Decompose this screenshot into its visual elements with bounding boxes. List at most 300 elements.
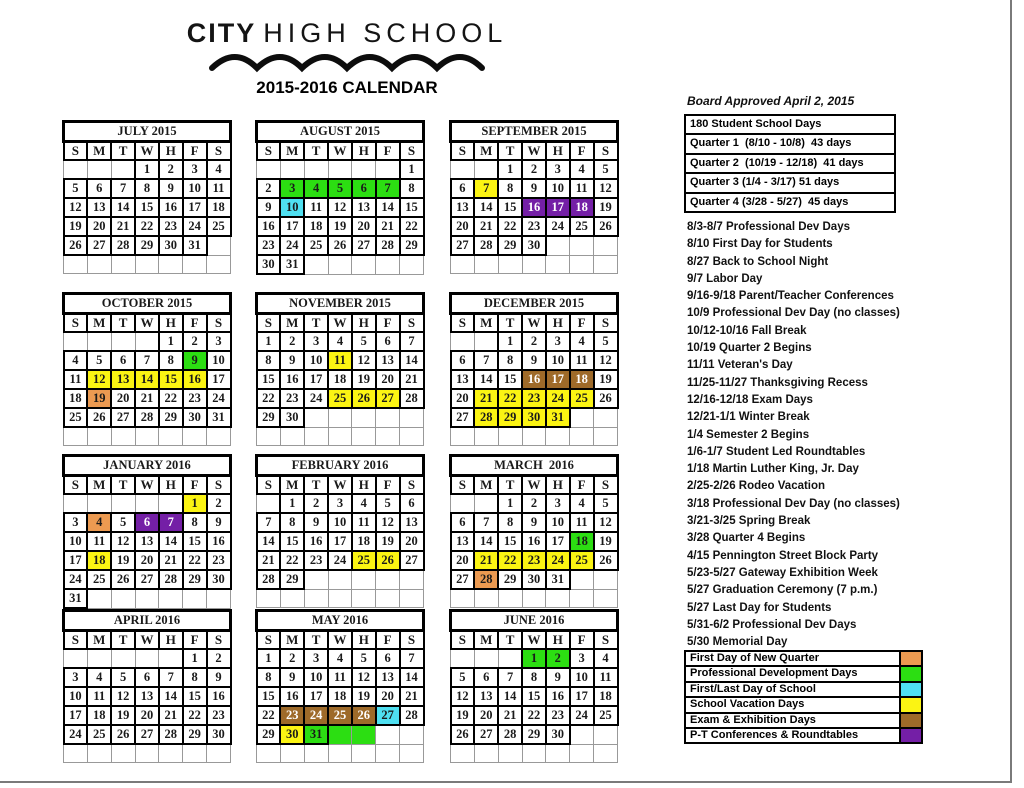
empty-cell: [352, 725, 376, 744]
day-header: W: [522, 476, 546, 495]
empty-cell: [376, 570, 400, 589]
empty-cell: [64, 649, 88, 668]
day-cell: 14: [400, 351, 424, 370]
day-cell: 29: [498, 408, 522, 427]
day-cell: 31: [280, 255, 304, 274]
day-cell: 10: [546, 513, 570, 532]
empty-cell: [257, 427, 281, 446]
day-cell: 8: [183, 668, 207, 687]
event-item: 9/16-9/18 Parent/Teacher Conferences: [687, 290, 894, 303]
day-cell: 15: [257, 687, 281, 706]
legend-item: [684, 727, 923, 744]
event-item: 3/28 Quarter 4 Begins: [687, 532, 806, 545]
day-cell: 7: [111, 179, 135, 198]
day-cell: 7: [498, 668, 522, 687]
empty-cell: [87, 427, 111, 446]
day-cell: 19: [111, 706, 135, 725]
empty-cell: [474, 427, 498, 446]
logo-city-text: CITY: [186, 18, 257, 48]
day-header: T: [498, 476, 522, 495]
day-cell: 25: [87, 725, 111, 744]
day-header: T: [111, 476, 135, 495]
day-cell: 8: [498, 513, 522, 532]
event-item: 8/27 Back to School Night: [687, 255, 829, 268]
day-cell: 28: [376, 236, 400, 255]
day-cell: 25: [304, 236, 328, 255]
empty-cell: [328, 570, 352, 589]
day-cell: 23: [207, 551, 231, 570]
event-item: 5/23-5/27 Gateway Exhibition Week: [687, 566, 878, 579]
day-cell: 4: [352, 494, 376, 513]
day-header: F: [376, 142, 400, 161]
day-cell: 6: [111, 351, 135, 370]
day-cell: 30: [522, 236, 546, 255]
day-cell: 2: [522, 494, 546, 513]
day-cell: 13: [135, 532, 159, 551]
day-cell: 16: [522, 198, 546, 217]
day-header: T: [304, 476, 328, 495]
day-cell: 20: [352, 217, 376, 236]
empty-cell: [159, 427, 183, 446]
day-cell: 2: [207, 494, 231, 513]
day-cell: 7: [159, 668, 183, 687]
day-header: S: [64, 142, 88, 161]
empty-cell: [304, 255, 328, 274]
day-cell: 30: [522, 408, 546, 427]
empty-cell: [352, 427, 376, 446]
day-header: W: [328, 631, 352, 650]
event-item: 1/6-1/7 Student Led Roundtables: [687, 445, 866, 458]
day-cell: 18: [570, 370, 594, 389]
day-header: H: [159, 631, 183, 650]
empty-cell: [522, 589, 546, 608]
day-cell: 4: [570, 160, 594, 179]
empty-cell: [352, 744, 376, 763]
month-january-2016: [62, 454, 232, 609]
day-header: W: [328, 314, 352, 333]
empty-cell: [352, 255, 376, 274]
day-cell: 12: [87, 370, 111, 389]
day-cell: 12: [451, 687, 475, 706]
empty-cell: [207, 236, 231, 255]
day-cell: 12: [594, 351, 618, 370]
day-header: M: [474, 631, 498, 650]
day-cell: 12: [352, 351, 376, 370]
event-item: 5/30 Memorial Day: [687, 636, 788, 649]
day-cell: 27: [474, 725, 498, 744]
day-cell: 2: [280, 649, 304, 668]
day-cell: 17: [280, 217, 304, 236]
day-cell: 1: [498, 494, 522, 513]
day-cell: 18: [328, 687, 352, 706]
day-cell: 3: [328, 494, 352, 513]
day-header: T: [498, 314, 522, 333]
day-cell: 10: [280, 198, 304, 217]
day-cell: 28: [257, 570, 281, 589]
empty-cell: [400, 427, 424, 446]
day-cell: 20: [111, 389, 135, 408]
school-logo: [62, 18, 632, 49]
day-cell: 11: [328, 668, 352, 687]
day-cell: 7: [257, 513, 281, 532]
day-cell: 14: [376, 198, 400, 217]
empty-cell: [257, 589, 281, 608]
day-cell: 7: [400, 332, 424, 351]
day-header: S: [594, 142, 618, 161]
day-header: F: [376, 631, 400, 650]
day-cell: 21: [159, 706, 183, 725]
day-header: H: [159, 476, 183, 495]
day-cell: 5: [594, 160, 618, 179]
day-cell: 28: [498, 725, 522, 744]
day-cell: 21: [498, 706, 522, 725]
day-cell: 8: [135, 179, 159, 198]
day-cell: 31: [207, 408, 231, 427]
empty-cell: [352, 408, 376, 427]
day-cell: 22: [400, 217, 424, 236]
empty-cell: [376, 160, 400, 179]
empty-cell: [111, 160, 135, 179]
day-cell: 11: [304, 198, 328, 217]
day-cell: 18: [304, 217, 328, 236]
day-header: S: [451, 142, 475, 161]
day-header: W: [328, 142, 352, 161]
empty-cell: [546, 744, 570, 763]
day-cell: 25: [570, 389, 594, 408]
day-cell: 29: [498, 236, 522, 255]
empty-cell: [376, 408, 400, 427]
empty-cell: [207, 589, 231, 608]
day-cell: 27: [400, 551, 424, 570]
day-cell: 16: [546, 687, 570, 706]
day-cell: 10: [304, 668, 328, 687]
day-cell: 19: [328, 217, 352, 236]
day-cell: 12: [594, 513, 618, 532]
day-cell: 14: [474, 198, 498, 217]
color-legend: [684, 652, 923, 744]
empty-cell: [522, 744, 546, 763]
day-header: T: [304, 314, 328, 333]
day-cell: 27: [135, 725, 159, 744]
empty-cell: [570, 408, 594, 427]
event-item: 10/19 Quarter 2 Begins: [687, 342, 812, 355]
empty-cell: [87, 649, 111, 668]
day-cell: 22: [522, 706, 546, 725]
legend-label: Exam & Exhibition Days: [684, 712, 901, 729]
day-cell: 28: [111, 236, 135, 255]
day-cell: 28: [474, 236, 498, 255]
day-header: S: [207, 314, 231, 333]
empty-cell: [522, 427, 546, 446]
day-cell: 3: [546, 494, 570, 513]
month-title: AUGUST 2015: [257, 122, 424, 142]
day-header: S: [207, 631, 231, 650]
day-cell: 1: [522, 649, 546, 668]
empty-cell: [135, 255, 159, 274]
empty-cell: [304, 589, 328, 608]
day-cell: 4: [304, 179, 328, 198]
day-cell: 16: [522, 532, 546, 551]
day-header: M: [280, 314, 304, 333]
day-cell: 24: [546, 217, 570, 236]
day-cell: 21: [159, 551, 183, 570]
day-cell: 15: [498, 370, 522, 389]
day-cell: 9: [522, 513, 546, 532]
day-cell: 16: [159, 198, 183, 217]
day-cell: 9: [207, 668, 231, 687]
day-cell: 27: [111, 408, 135, 427]
day-cell: 12: [594, 179, 618, 198]
empty-cell: [64, 160, 88, 179]
day-cell: 15: [498, 532, 522, 551]
empty-cell: [183, 744, 207, 763]
day-cell: 17: [328, 532, 352, 551]
day-cell: 14: [257, 532, 281, 551]
day-cell: 13: [352, 198, 376, 217]
month-february-2016: [255, 454, 425, 608]
day-cell: 5: [352, 649, 376, 668]
day-cell: 16: [280, 687, 304, 706]
day-cell: 27: [135, 570, 159, 589]
empty-cell: [111, 649, 135, 668]
day-cell: 25: [352, 551, 376, 570]
day-cell: 26: [111, 725, 135, 744]
day-cell: 31: [546, 408, 570, 427]
empty-cell: [451, 255, 475, 274]
day-cell: 22: [498, 389, 522, 408]
day-header: M: [474, 314, 498, 333]
empty-cell: [474, 744, 498, 763]
month-title: JULY 2015: [64, 122, 231, 142]
empty-cell: [328, 408, 352, 427]
empty-cell: [135, 744, 159, 763]
day-cell: 18: [207, 198, 231, 217]
empty-cell: [376, 255, 400, 274]
day-cell: 20: [376, 687, 400, 706]
legend-label: Professional Development Days: [684, 665, 901, 682]
event-item: 10/12-10/16 Fall Break: [687, 324, 807, 337]
day-cell: 2: [546, 649, 570, 668]
day-header: H: [352, 631, 376, 650]
day-cell: 1: [135, 160, 159, 179]
day-cell: 28: [135, 408, 159, 427]
day-cell: 2: [159, 160, 183, 179]
day-cell: 20: [376, 370, 400, 389]
empty-cell: [183, 255, 207, 274]
event-item: 12/21-1/1 Winter Break: [687, 411, 810, 424]
day-cell: 31: [304, 725, 328, 744]
day-cell: 24: [546, 389, 570, 408]
day-cell: 18: [570, 198, 594, 217]
day-cell: 17: [183, 198, 207, 217]
key-dates-list: [687, 219, 1012, 651]
legend-label: First/Last Day of School: [684, 681, 901, 698]
empty-cell: [87, 744, 111, 763]
empty-cell: [570, 589, 594, 608]
page-title: 2015-2016 CALENDAR: [256, 78, 438, 97]
day-header: M: [280, 142, 304, 161]
empty-cell: [400, 255, 424, 274]
empty-cell: [570, 255, 594, 274]
day-cell: 23: [257, 236, 281, 255]
empty-cell: [451, 332, 475, 351]
empty-cell: [594, 427, 618, 446]
empty-cell: [546, 427, 570, 446]
event-item: 1/4 Semester 2 Begins: [687, 428, 810, 441]
day-cell: 20: [135, 551, 159, 570]
empty-cell: [111, 494, 135, 513]
day-cell: 21: [135, 389, 159, 408]
day-header: S: [594, 314, 618, 333]
day-header: T: [498, 142, 522, 161]
empty-cell: [207, 744, 231, 763]
empty-cell: [280, 427, 304, 446]
day-header: F: [183, 314, 207, 333]
day-cell: 17: [546, 532, 570, 551]
empty-cell: [400, 589, 424, 608]
day-cell: 29: [257, 725, 281, 744]
day-cell: 21: [474, 551, 498, 570]
day-header: T: [111, 314, 135, 333]
event-item: 11/25-11/27 Thanksgiving Recess: [687, 376, 868, 389]
day-cell: 20: [451, 389, 475, 408]
event-item: 9/7 Labor Day: [687, 272, 763, 285]
day-cell: 4: [87, 668, 111, 687]
empty-cell: [400, 570, 424, 589]
day-cell: 24: [328, 551, 352, 570]
event-item: 8/3-8/7 Professional Dev Days: [687, 221, 850, 233]
board-approved-note: Board Approved April 2, 2015: [687, 94, 855, 108]
day-cell: 26: [594, 217, 618, 236]
empty-cell: [570, 427, 594, 446]
month-march-2016: [449, 454, 619, 608]
day-cell: 9: [183, 351, 207, 370]
purple-swatch: [899, 727, 923, 744]
day-cell: 30: [280, 408, 304, 427]
day-cell: 24: [546, 551, 570, 570]
empty-cell: [400, 725, 424, 744]
day-header: S: [451, 476, 475, 495]
day-cell: 5: [594, 332, 618, 351]
empty-cell: [594, 408, 618, 427]
day-cell: 19: [594, 198, 618, 217]
event-item: 3/21-3/25 Spring Break: [687, 515, 811, 528]
empty-cell: [376, 589, 400, 608]
empty-cell: [280, 589, 304, 608]
day-cell: 26: [594, 551, 618, 570]
day-cell: 2: [183, 332, 207, 351]
day-header: S: [400, 631, 424, 650]
event-item: 4/15 Pennington Street Block Party: [687, 549, 879, 562]
day-cell: 19: [64, 217, 88, 236]
day-cell: 27: [376, 706, 400, 725]
empty-cell: [328, 427, 352, 446]
day-cell: 23: [159, 217, 183, 236]
day-cell: 30: [159, 236, 183, 255]
day-cell: 24: [64, 725, 88, 744]
day-cell: 26: [111, 570, 135, 589]
day-cell: 19: [111, 551, 135, 570]
day-cell: 13: [111, 370, 135, 389]
empty-cell: [474, 255, 498, 274]
day-cell: 15: [183, 532, 207, 551]
day-cell: 9: [280, 668, 304, 687]
day-cell: 22: [498, 551, 522, 570]
day-cell: 16: [207, 687, 231, 706]
legend-label: P-T Conferences & Roundtables: [684, 727, 901, 744]
day-cell: 15: [183, 687, 207, 706]
day-cell: 15: [522, 687, 546, 706]
day-cell: 17: [64, 551, 88, 570]
month-may-2016: [255, 609, 425, 763]
empty-cell: [207, 255, 231, 274]
empty-cell: [570, 236, 594, 255]
day-cell: 6: [451, 351, 475, 370]
quarter-summary-row: Quarter 3 (1/4 - 3/17) 51 days: [684, 172, 896, 193]
day-cell: 9: [159, 179, 183, 198]
day-header: F: [376, 314, 400, 333]
day-header: S: [207, 142, 231, 161]
day-cell: 11: [207, 179, 231, 198]
day-header: T: [304, 631, 328, 650]
day-cell: 3: [570, 649, 594, 668]
day-cell: 28: [474, 570, 498, 589]
empty-cell: [111, 427, 135, 446]
empty-cell: [594, 744, 618, 763]
day-cell: 29: [257, 408, 281, 427]
empty-cell: [546, 589, 570, 608]
day-cell: 21: [400, 687, 424, 706]
day-cell: 9: [257, 198, 281, 217]
day-cell: 8: [498, 179, 522, 198]
day-cell: 26: [352, 389, 376, 408]
empty-cell: [64, 332, 88, 351]
day-header: F: [183, 631, 207, 650]
empty-cell: [159, 649, 183, 668]
day-cell: 23: [280, 706, 304, 725]
day-cell: 9: [207, 513, 231, 532]
day-header: W: [135, 142, 159, 161]
day-cell: 25: [64, 408, 88, 427]
day-cell: 14: [474, 370, 498, 389]
empty-cell: [328, 744, 352, 763]
day-cell: 11: [594, 668, 618, 687]
day-cell: 27: [451, 408, 475, 427]
day-cell: 27: [451, 236, 475, 255]
day-cell: 12: [328, 198, 352, 217]
empty-cell: [64, 494, 88, 513]
day-cell: 20: [474, 706, 498, 725]
month-august-2015: [255, 120, 425, 275]
day-cell: 16: [183, 370, 207, 389]
day-cell: 3: [64, 668, 88, 687]
day-cell: 13: [474, 687, 498, 706]
day-cell: 1: [498, 160, 522, 179]
empty-cell: [87, 255, 111, 274]
empty-cell: [498, 255, 522, 274]
month-november-2015: [255, 292, 425, 446]
day-cell: 8: [257, 351, 281, 370]
day-header: W: [135, 314, 159, 333]
day-cell: 5: [64, 179, 88, 198]
day-header: F: [570, 314, 594, 333]
day-cell: 23: [522, 217, 546, 236]
day-cell: 21: [257, 551, 281, 570]
day-cell: 13: [376, 668, 400, 687]
day-header: S: [257, 631, 281, 650]
empty-cell: [594, 570, 618, 589]
month-april-2016: [62, 609, 232, 763]
